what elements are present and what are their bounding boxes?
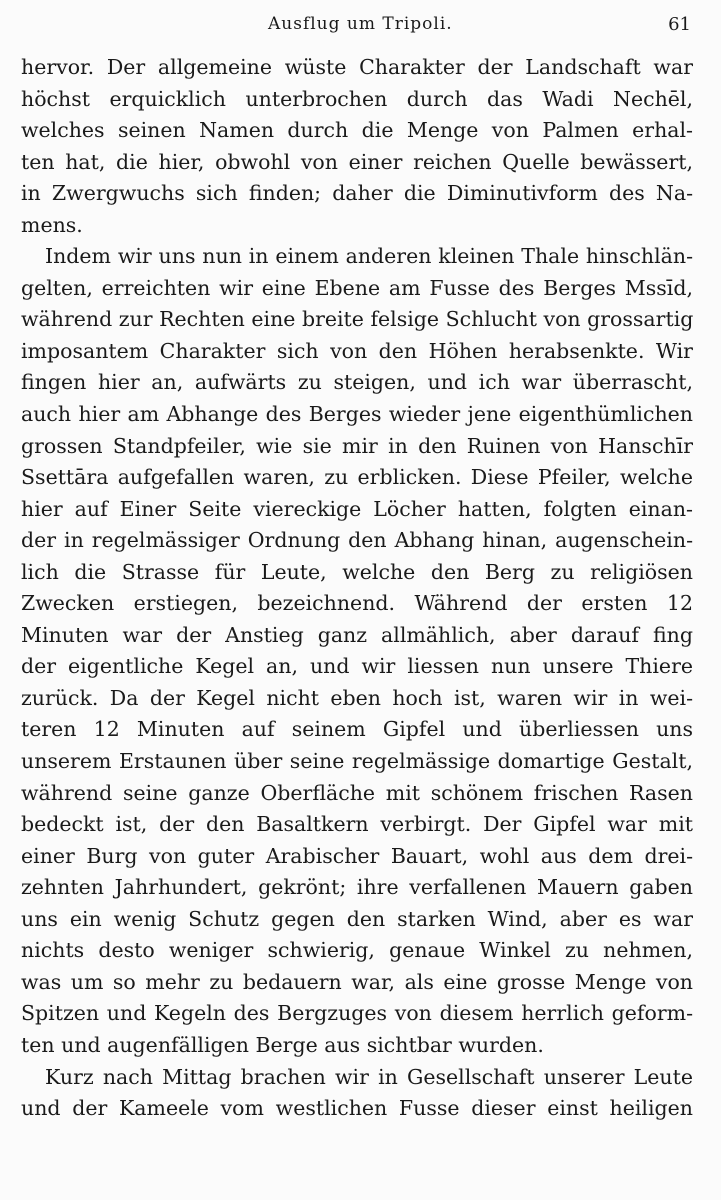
text-line: Minuten war der Anstieg ganz allmählich, aber darauf fing — [21, 622, 693, 647]
text-line: bedeckt ist, der den Basaltkern verbirgt. Der Gipfel war mit — [21, 812, 693, 837]
text-line: in Zwergwuchs sich finden; daher die Diminutivform des Na- — [21, 181, 693, 206]
text-line: welches seinen Namen durch die Menge von Palmen erhal- — [21, 118, 693, 143]
text-line: teren 12 Minuten auf seinem Gipfel und überliessen uns — [21, 717, 693, 742]
text-line: fingen hier an, aufwärts zu steigen, und ich war überrascht, — [21, 370, 693, 395]
text-line: Spitzen und Kegeln des Bergzuges von diesem herrlich geform- — [21, 1001, 693, 1026]
text-line: zurück. Da der Kegel nicht eben hoch ist, waren wir in wei- — [21, 685, 693, 710]
text-line: Indem wir uns nun in einem anderen kleinen Thale hinschlän- — [45, 244, 693, 269]
text-line: ten hat, die hier, obwohl von einer reichen Quelle bewässert, — [21, 149, 693, 174]
text-line: hervor. Der allgemeine wüste Charakter der Landschaft war — [21, 55, 693, 79]
text-line: auch hier am Abhange des Berges wieder jene eigenthümlichen — [21, 402, 693, 427]
running-title: Ausflug um Tripoli. — [268, 14, 453, 34]
text-line: mens. — [21, 212, 83, 237]
text-line: imposantem Charakter sich von den Höhen herabsenkte. Wir — [21, 338, 693, 363]
page-header — [0, 14, 721, 42]
text-line: höchst erquicklich unterbrochen durch das Wadi Nechēl, — [21, 86, 693, 111]
text-line: während seine ganze Oberfläche mit schönem frischen Rasen — [21, 780, 693, 805]
text-line: ten und augenfälligen Berge aus sichtbar wurden. — [21, 1032, 544, 1057]
text-line: grossen Standpfeiler, wie sie mir in den Ruinen von Hanschīr — [21, 433, 693, 458]
text-line: uns ein wenig Schutz gegen den starken Wind, aber es war — [21, 906, 693, 931]
text-line: zehnten Jahrhundert, gekrönt; ihre verfallenen Mauern gaben — [21, 875, 693, 900]
text-line: der in regelmässiger Ordnung den Abhang hinan, augenschein- — [21, 528, 693, 553]
page-number: 61 — [668, 14, 691, 35]
text-line: was um so mehr zu bedauern war, als eine grosse Menge von — [21, 969, 693, 994]
text-line: Ssettāra aufgefallen waren, zu erblicken. Diese Pfeiler, welche — [21, 465, 693, 490]
text-line: lich die Strasse für Leute, welche den Berg zu religiösen — [21, 559, 693, 584]
text-line: Kurz nach Mittag brachen wir in Gesellschaft unserer Leute — [45, 1064, 693, 1089]
text-line: unserem Erstaunen über seine regelmässige domartige Gestalt, — [21, 749, 693, 774]
text-line: einer Burg von guter Arabischer Bauart, wohl aus dem drei- — [21, 843, 693, 868]
text-line: während zur Rechten eine breite felsige Schlucht von grossartig — [21, 307, 693, 332]
text-line: gelten, erreichten wir eine Ebene am Fusse des Berges Mssīd, — [21, 275, 693, 300]
text-line: nichts desto weniger schwierig, genaue Winkel zu nehmen, — [21, 938, 693, 963]
text-line: Zwecken erstiegen, bezeichnend. Während der ersten 12 — [21, 591, 693, 616]
page-body — [21, 52, 693, 1125]
text-line: hier auf Einer Seite viereckige Löcher hatten, folgten einan- — [21, 496, 693, 521]
text-line: und der Kameele vom westlichen Fusse dieser einst heiligen — [21, 1096, 693, 1121]
text-line: der eigentliche Kegel an, und wir liessen nun unsere Thiere — [21, 654, 693, 679]
